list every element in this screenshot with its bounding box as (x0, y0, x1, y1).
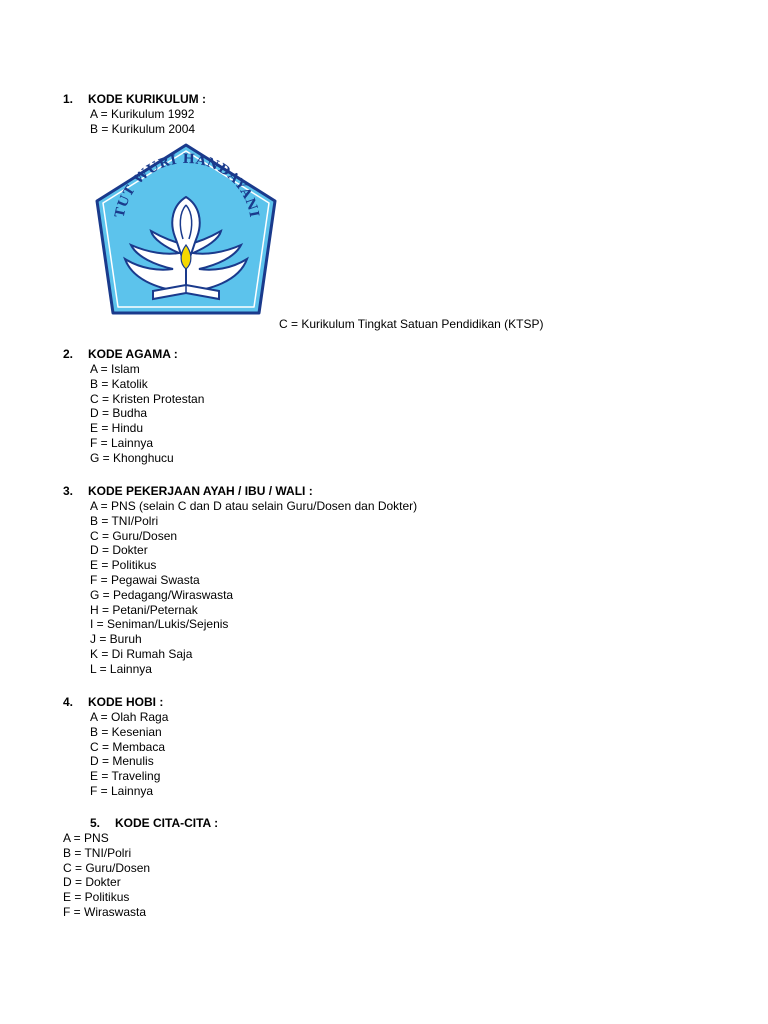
kurikulum-ktsp-item: C = Kurikulum Tingkat Satuan Pendidikan (KTSP) (279, 317, 544, 331)
list-item: B = Kurikulum 2004 (90, 121, 196, 136)
section-title: KODE AGAMA : (88, 347, 178, 361)
cita-cita-list (63, 831, 150, 920)
list-item: B = Katolik (90, 376, 148, 391)
section-number: 4. (63, 695, 74, 709)
section-number: 3. (63, 484, 74, 498)
list-item: B = TNI/Polri (63, 845, 132, 860)
list-item: F = Wiraswasta (63, 904, 147, 919)
section-title: KODE HOBI : (88, 695, 164, 709)
list-item: E = Hindu (90, 421, 144, 436)
list-item: C = Kristen Protestan (90, 391, 205, 406)
list-item: H = Petani/Peternak (90, 602, 198, 617)
list-item: E = Traveling (90, 769, 161, 784)
section-cita-cita-heading (90, 816, 218, 831)
list-item: A = Kurikulum 1992 (90, 107, 195, 121)
list-item: D = Dokter (63, 875, 121, 890)
pekerjaan-list (90, 499, 417, 677)
section-agama-heading (63, 347, 178, 362)
list-item: A = PNS (63, 831, 109, 845)
list-item: L = Lainnya (90, 661, 152, 676)
list-item: A = PNS (selain C dan D atau selain Guru/Dosen dan Dokter) (90, 499, 418, 513)
list-item: G = Khonghucu (90, 450, 174, 465)
section-title: KODE CITA-CITA : (115, 816, 219, 830)
list-item: G = Pedagang/Wiraswasta (90, 587, 234, 602)
section-hobi-heading (63, 695, 163, 710)
list-item: K = Di Rumah Saja (90, 646, 193, 661)
tut-wuri-handayani-emblem-icon (93, 141, 279, 321)
agama-list (90, 362, 204, 466)
list-item: A = Olah Raga (90, 710, 169, 724)
list-item: C = Guru/Dosen (90, 528, 178, 543)
section-kurikulum-heading (63, 92, 206, 107)
list-item: E = Politikus (90, 558, 157, 573)
section-pekerjaan-heading (63, 484, 313, 499)
hobi-list (90, 710, 168, 799)
logo-motto: TUT WURI HANDAYANI (112, 151, 262, 220)
section-title: KODE PEKERJAAN AYAH / IBU / WALI : (88, 484, 313, 498)
list-item: F = Pegawai Swasta (90, 572, 200, 587)
list-item: F = Lainnya (90, 435, 154, 450)
list-item: D = Dokter (90, 543, 148, 558)
section-number: 5. (90, 816, 101, 830)
list-item: B = TNI/Polri (90, 513, 159, 528)
list-item: I = Seniman/Lukis/Sejenis (90, 617, 229, 632)
list-item: D = Budha (90, 406, 148, 421)
list-item: B = Kesenian (90, 724, 162, 739)
list-item: A = Islam (90, 362, 140, 376)
list-item: C = Guru/Dosen (63, 860, 151, 875)
section-title: KODE KURIKULUM : (88, 92, 206, 106)
section-number: 2. (63, 347, 74, 361)
list-item: F = Lainnya (90, 783, 154, 798)
list-item: C = Membaca (90, 739, 166, 754)
kurikulum-list (90, 107, 195, 137)
list-item: E = Politikus (63, 890, 130, 905)
section-number: 1. (63, 92, 74, 106)
list-item: D = Menulis (90, 754, 154, 769)
list-item: J = Buruh (90, 632, 142, 647)
